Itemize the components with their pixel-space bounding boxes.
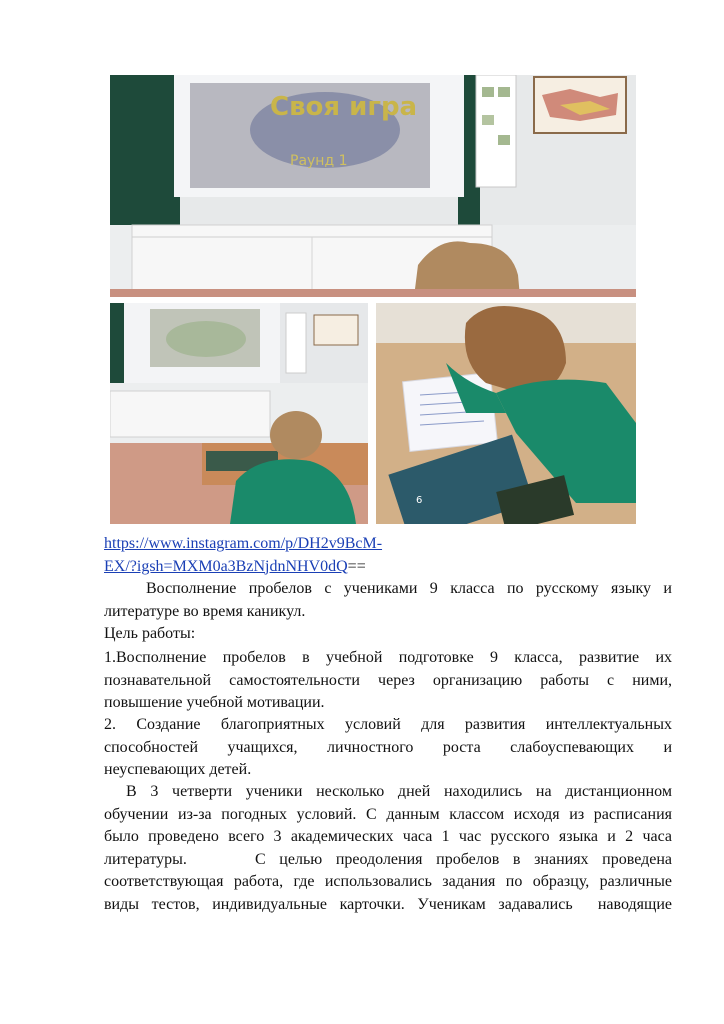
goal-1-line-3: повышение учебной мотивации. <box>104 694 325 711</box>
screen-title-text: Своя игра <box>270 92 418 122</box>
goal-1-line-2: познавательной самостоятельности через организацию работы с ними, <box>104 671 672 689</box>
intro-line-1: Восполнение пробелов с учениками 9 класса по русскому языку и <box>146 580 672 597</box>
screen-round-text: Раунд 1 <box>290 153 348 169</box>
intro-line-2: литературе во время каникул. <box>104 602 306 620</box>
photo-student-at-screen <box>110 303 368 524</box>
para-line-2: обучении из-за погодных условий. С данным классом исходя из расписания <box>104 805 672 823</box>
instagram-link[interactable] <box>104 533 434 575</box>
para-line-3: было проведено всего 3 академических часа 1 час русского языка и 2 часа <box>104 828 672 845</box>
photo-classroom-projector <box>110 75 636 297</box>
intro-paragraph <box>104 578 672 623</box>
goal-2-line-1: 2. Создание благоприятных условий для развития интеллектуальных <box>104 716 672 733</box>
book-number: 6 <box>416 495 423 506</box>
link-suffix: == <box>347 557 366 575</box>
photo-student-writing <box>376 303 636 524</box>
goal-heading: Цель работы: <box>104 625 196 642</box>
para-line-5: соответствующая работа, где использовались задания по образцу, различные <box>104 873 672 890</box>
link-line-2: EX/?igsh=MXM0a3BzNjdnNHV0dQ <box>104 557 348 575</box>
main-paragraph <box>104 781 672 916</box>
link-line-1: https://www.instagram.com/p/DH2v9BcM- <box>104 535 383 552</box>
para-line-4: литературы. С целью преодоления пробелов в знаниях проведена <box>104 850 672 868</box>
para-line-6: виды тестов, индивидуальные карточки. Ученикам задавались наводящие <box>104 895 672 913</box>
instagram-link-block <box>104 533 434 578</box>
goal-2-line-3: неуспевающих детей. <box>104 761 252 778</box>
goal-1-line-1: 1.Восполнение пробелов в учебной подготовке 9 класса, развитие их <box>104 649 672 666</box>
goal-2-line-2: способностей учащихся, личностного роста слабоуспевающих и <box>104 738 672 756</box>
goal-2 <box>104 714 672 782</box>
goal-1 <box>104 647 672 715</box>
para-line-1: В 3 четверти ученики несколько дней находились на дистанционном <box>126 783 672 800</box>
